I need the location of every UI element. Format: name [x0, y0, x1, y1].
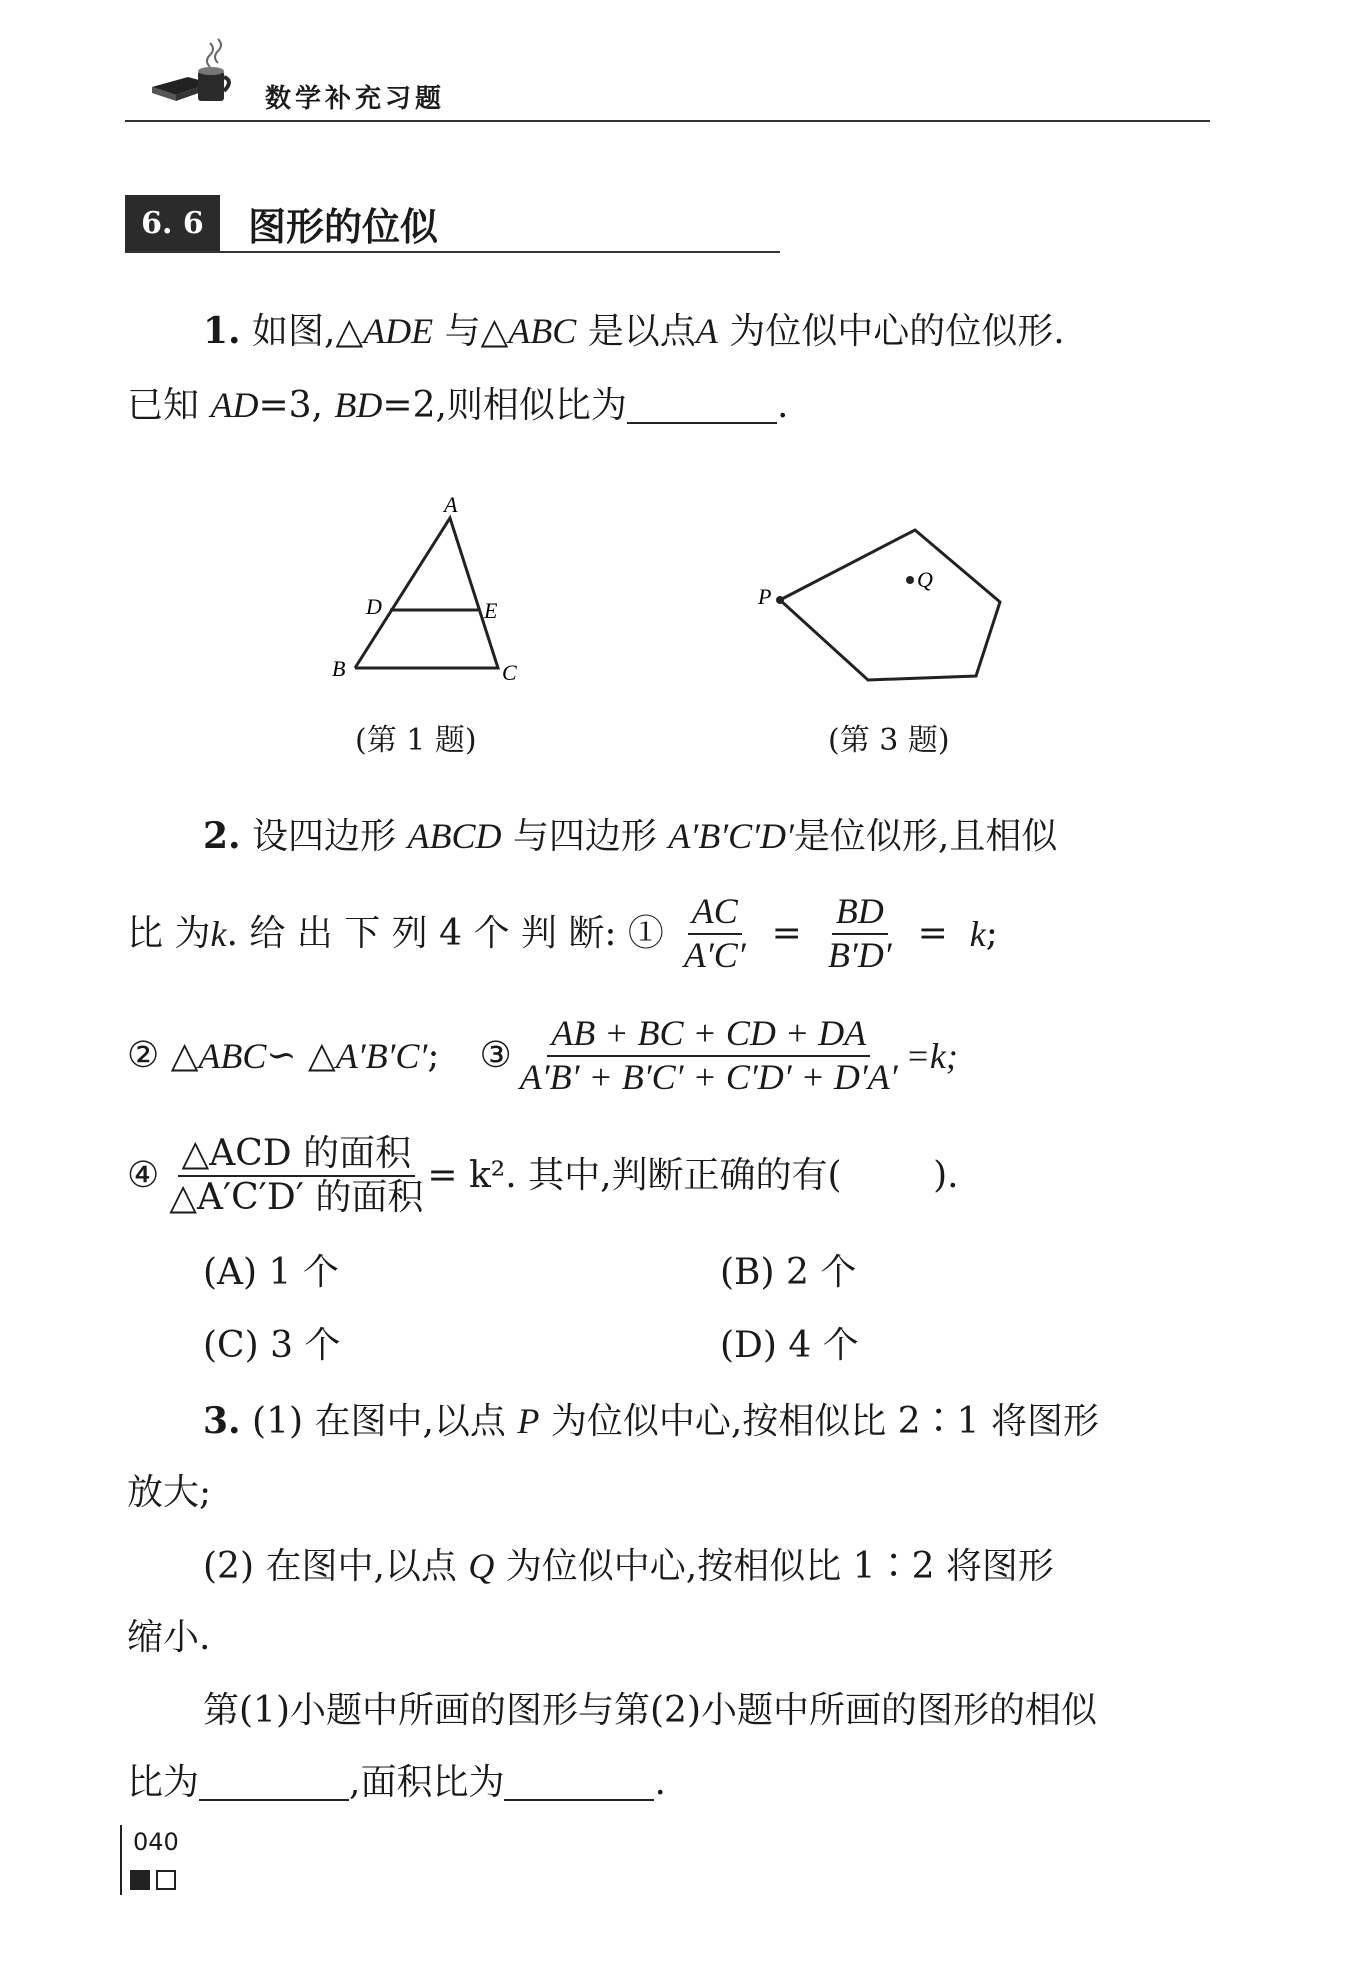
- equals: =: [917, 912, 948, 954]
- question-1-line-1: [203, 310, 1065, 352]
- question-2-line-4: [127, 1135, 959, 1217]
- text: ④: [127, 1154, 160, 1196]
- math-abcd-prime: A′B′C′D′: [668, 816, 794, 856]
- answer-blank[interactable]: [627, 392, 777, 424]
- figure-3-pentagon: [750, 520, 1010, 690]
- question-2-line-1: [203, 815, 1058, 857]
- text: 比为: [127, 1762, 200, 1803]
- math-a: A: [695, 311, 718, 351]
- header-divider: [125, 120, 1210, 122]
- math-abcd: ABCD: [407, 816, 502, 856]
- question-1-line-2: [127, 387, 788, 424]
- text: 是位似形,且相似: [793, 816, 1058, 857]
- text: 如图,△: [240, 311, 364, 352]
- book-cup-logo-icon: [148, 35, 240, 110]
- math-k: k: [969, 913, 986, 954]
- answer-blank-ratio[interactable]: [199, 1769, 349, 1801]
- text: 为位似中心,按相似比 2∶1 将图形: [539, 1401, 1099, 1442]
- math-k: k: [210, 913, 227, 954]
- fraction-ac: [680, 893, 750, 975]
- label-c: C: [502, 660, 517, 685]
- fraction-perimeter: [516, 1015, 902, 1097]
- text: .: [654, 1762, 666, 1803]
- text: .: [776, 385, 789, 426]
- option-b[interactable]: (B) 2 个: [720, 1252, 857, 1293]
- text: ② △: [127, 1034, 199, 1076]
- question-3-line-3: [203, 1548, 1054, 1585]
- text: 设四边形: [240, 816, 408, 857]
- math-ade: ADE: [363, 311, 434, 351]
- filled-square-icon: [130, 1870, 150, 1890]
- question-3-line-2: 放大;: [127, 1472, 212, 1513]
- label-q: Q: [917, 567, 933, 592]
- denominator: △A′C′D′ 的面积: [169, 1176, 424, 1218]
- question-3-number: 3.: [203, 1400, 241, 1442]
- figure-3-caption: (第 3 题): [828, 723, 950, 758]
- label-b: B: [332, 656, 346, 681]
- label-e: E: [484, 598, 498, 623]
- option-a[interactable]: (A) 1 个: [203, 1252, 339, 1293]
- answer-blank-area[interactable]: [504, 1769, 654, 1801]
- text: =k;: [905, 1035, 958, 1076]
- math-q: Q: [468, 1546, 495, 1586]
- text: (1) 在图中,以点: [240, 1401, 518, 1442]
- figure-1-caption: (第 1 题): [355, 723, 477, 758]
- option-c[interactable]: (C) 3 个: [203, 1325, 341, 1366]
- text: = k². 其中,判断正确的有(: [427, 1154, 842, 1196]
- text: ;: [427, 1034, 440, 1076]
- denominator: B′D′: [827, 934, 892, 975]
- fraction-area: [165, 1135, 427, 1217]
- numerator: BD: [832, 893, 888, 935]
- equals: =: [771, 912, 802, 954]
- question-3-line-1: [203, 1400, 1099, 1442]
- question-3-line-6: [127, 1762, 666, 1803]
- math-abc-prime: A′B′C′: [335, 1035, 428, 1076]
- text: 已知: [127, 385, 211, 426]
- text: (2) 在图中,以点: [203, 1546, 469, 1587]
- math-ad: AD: [210, 385, 259, 425]
- footer-bar: [120, 1825, 122, 1895]
- option-d[interactable]: (D) 4 个: [720, 1325, 859, 1366]
- fraction-bd: [824, 893, 896, 975]
- answer-paren[interactable]: ).: [841, 1154, 959, 1196]
- label-d: D: [366, 594, 382, 619]
- question-2-line-2: [127, 893, 998, 975]
- figure-1-triangle: [320, 490, 540, 690]
- numerator: △ACD 的面积: [178, 1135, 416, 1177]
- text: 为位似中心,按相似比 1∶2 将图形: [494, 1546, 1054, 1587]
- empty-square-icon: [156, 1870, 176, 1890]
- math-abc: ABC: [198, 1035, 267, 1076]
- question-2-number: 2.: [203, 815, 241, 857]
- text: ③: [479, 1034, 512, 1076]
- section-underline: [125, 251, 780, 253]
- label-p: P: [758, 584, 772, 609]
- question-3-line-5: 第(1)小题中所画的图形与第(2)小题中所画的图形的相似: [203, 1690, 1097, 1731]
- text: ,面积比为: [349, 1762, 505, 1803]
- denominator: A′C′: [683, 934, 746, 975]
- label-a: A: [444, 492, 458, 517]
- text: ;: [985, 912, 998, 954]
- numerator: AB + BC + CD + DA: [547, 1015, 870, 1057]
- text: 是以点: [576, 311, 696, 352]
- question-3-line-4: 缩小.: [127, 1617, 211, 1658]
- denominator: A′B′ + B′C′ + C′D′ + D′A′: [519, 1056, 898, 1097]
- text: =2,则相似比为: [382, 385, 627, 426]
- text: 比 为: [127, 912, 211, 954]
- text: . 给 出 下 列 4 个 判 断: ①: [226, 912, 664, 954]
- book-title: 数学补充习题: [265, 84, 446, 114]
- text: 与△: [433, 311, 509, 352]
- section-title: 图形的位似: [248, 205, 439, 249]
- numerator: AC: [688, 893, 742, 935]
- text: =3,: [258, 385, 335, 426]
- text: ∽ △: [266, 1034, 336, 1076]
- math-abc: ABC: [508, 311, 577, 351]
- text: 与四边形: [501, 816, 669, 857]
- question-1-number: 1.: [203, 310, 241, 352]
- text: 为位似中心的位似形.: [717, 311, 1065, 352]
- section-number-badge: 6. 6: [125, 195, 220, 251]
- math-bd: BD: [334, 385, 383, 425]
- math-p: P: [517, 1401, 540, 1441]
- question-2-line-3: [127, 1015, 958, 1097]
- page-number: 040: [133, 1828, 179, 1856]
